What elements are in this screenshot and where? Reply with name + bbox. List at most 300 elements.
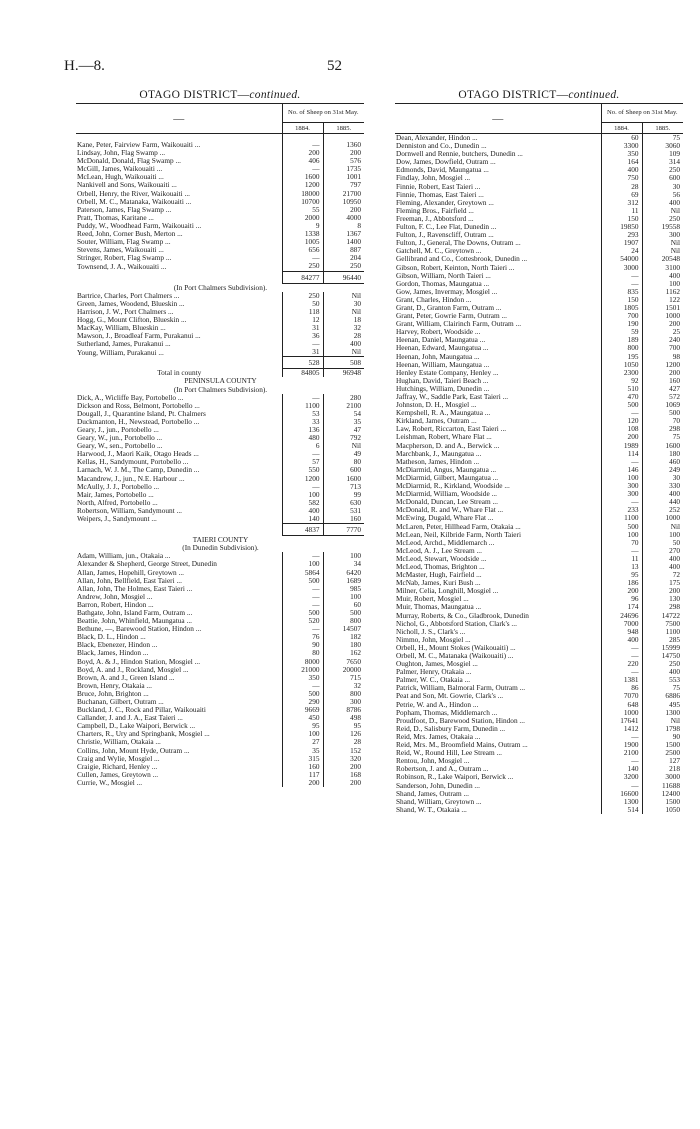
owner-name: McLeod, A. J., Lee Stream ... xyxy=(396,546,482,555)
sheep-count-1884: 53 xyxy=(282,410,323,418)
sheep-count-1884: — xyxy=(601,782,642,790)
table-row xyxy=(76,763,364,771)
owner-name: McDonald, R. and W., Whare Flat ... xyxy=(396,506,504,515)
sheep-count-1885: 8786 xyxy=(323,706,364,714)
sheep-count-1884: 656 xyxy=(282,246,323,254)
right-year-1885-header: 1885. xyxy=(642,123,683,134)
table-row xyxy=(395,539,683,547)
table-row xyxy=(76,609,364,617)
sheep-count-1885: 320 xyxy=(323,755,364,763)
sheep-count-1884: 36 xyxy=(282,332,323,340)
sheep-count-1884: — xyxy=(282,254,323,262)
sheep-count-1885: 126 xyxy=(323,730,364,738)
owner-name: Murray, Roberts, & Co., Gladbrook, Dunedin xyxy=(396,611,529,620)
sheep-count-1885: 180 xyxy=(642,450,683,458)
sheep-count-1884: 60 xyxy=(601,134,642,143)
sheep-count-1884: 28 xyxy=(601,183,642,191)
sheep-count-1885: 100 xyxy=(642,531,683,539)
owner-name: McLeod, Archd., Middlemarch ... xyxy=(396,538,495,547)
owner-name: Townsend, J. A., Waikouaiti ... xyxy=(77,262,167,271)
sheep-count-1885: 70 xyxy=(642,417,683,425)
sheep-count-1884: 16600 xyxy=(601,790,642,798)
sheep-count-1884: 1200 xyxy=(282,181,323,189)
table-row xyxy=(395,506,683,514)
sheep-count-1884: 750 xyxy=(601,174,642,182)
total-label: Total in county xyxy=(157,368,202,378)
owner-name: Dean, Alexander, Hindon ... xyxy=(396,133,478,142)
table-row xyxy=(395,255,683,263)
owner-name: Gordon, Thomas, Maungatua ... xyxy=(396,279,490,288)
table-row xyxy=(395,361,683,369)
owner-name: Muir, Robert, Mosgiel ... xyxy=(396,595,469,604)
table-row xyxy=(395,433,683,441)
sheep-count-1885: 531 xyxy=(323,507,364,515)
owner-name: Macpherson, D. and A., Berwick ... xyxy=(396,441,500,450)
sheep-count-1885: 122 xyxy=(642,296,683,304)
sheep-count-1885: 98 xyxy=(642,353,683,361)
sheep-count-1884: 520 xyxy=(282,617,323,625)
sheep-count-1885: 553 xyxy=(642,676,683,684)
owner-name: Adam, William, jun., Otakaia ... xyxy=(77,552,171,561)
owner-name: Shand, William, Greytown ... xyxy=(396,797,482,806)
owner-name: Callander, J. and J. A., East Taieri ... xyxy=(77,714,183,723)
sheep-count-1885: 200 xyxy=(642,587,683,595)
sheep-count-1884: 100 xyxy=(601,474,642,482)
sheep-count-1884: 406 xyxy=(282,157,323,165)
table-row xyxy=(76,593,364,601)
sheep-count-1885: 298 xyxy=(642,425,683,433)
sheep-count-1885: 460 xyxy=(642,458,683,466)
sheep-count-1884: 50 xyxy=(282,300,323,308)
sheep-count-1884: — xyxy=(601,644,642,652)
owner-name: Rentou, John, Mosgiel ... xyxy=(396,757,470,766)
owner-name: Oughton, James, Mosgiel ... xyxy=(396,660,478,669)
sheep-count-1885: 440 xyxy=(642,498,683,506)
sheep-count-1884: 1100 xyxy=(282,402,323,410)
sheep-count-1885: 75 xyxy=(642,134,683,143)
sheep-count-1884: 1200 xyxy=(282,475,323,483)
sheep-count-1884: 17641 xyxy=(601,717,642,725)
owner-name xyxy=(76,357,282,369)
sheep-count-1884: 500 xyxy=(282,690,323,698)
owner-name: Geary, W., sen., Portobello ... xyxy=(77,442,163,451)
section-heading: TAIERI COUNTY xyxy=(192,535,249,545)
table-row xyxy=(395,676,683,684)
sheep-count-1885: 600 xyxy=(323,466,364,474)
table-row xyxy=(395,158,683,166)
sheep-count-1884: 1050 xyxy=(601,361,642,369)
table-row xyxy=(76,690,364,698)
table-row xyxy=(76,173,364,181)
sheep-count-1884: 117 xyxy=(282,771,323,779)
sheep-count-1885: 30 xyxy=(642,474,683,482)
sheep-count-1884: 3000 xyxy=(601,264,642,272)
table-row xyxy=(76,722,364,730)
sheep-count-1885: 1400 xyxy=(323,238,364,246)
table-row xyxy=(395,450,683,458)
owner-name: Reid, W., Round Hill, Lee Stream ... xyxy=(396,749,502,758)
sheep-count-1884: 1300 xyxy=(601,798,642,806)
table-row xyxy=(76,246,364,254)
sheep-count-1884: 2000 xyxy=(282,214,323,222)
sheep-count-1885: 1069 xyxy=(642,401,683,409)
section-heading: (In Dunedin Subdivision). xyxy=(182,544,259,553)
owner-name: Fleming Bros., Fairfield ... xyxy=(396,206,474,215)
sheep-count-1885: 127 xyxy=(642,757,683,765)
sheep-count-1885: 96948 xyxy=(323,369,364,378)
table-row xyxy=(76,601,364,609)
sheep-count-1885: 200 xyxy=(323,206,364,214)
sheep-count-1885: 300 xyxy=(642,231,683,239)
sheep-count-1884: 1600 xyxy=(282,173,323,181)
sheep-count-1885: 100 xyxy=(323,593,364,601)
sheep-count-1885: 15999 xyxy=(642,644,683,652)
owner-name: Reed, John, Corner Bush, Merton ... xyxy=(77,230,183,239)
table-row xyxy=(76,682,364,690)
owner-name: Shand, James, Outram ... xyxy=(396,789,469,798)
sheep-count-1885: 4000 xyxy=(323,214,364,222)
table-row xyxy=(76,569,364,577)
sheep-count-1884: 190 xyxy=(601,320,642,328)
table-row xyxy=(395,806,683,814)
sheep-count-1885: 90 xyxy=(642,733,683,741)
sheep-count-1884: 12 xyxy=(282,316,323,324)
sheep-count-1885: 1162 xyxy=(642,288,683,296)
county-total-row xyxy=(76,369,364,378)
table-row xyxy=(395,547,683,555)
table-row xyxy=(76,552,364,560)
table-row xyxy=(395,150,683,158)
table-row xyxy=(76,658,364,666)
table-row xyxy=(395,199,683,207)
sheep-count-1884: 189 xyxy=(601,336,642,344)
sheep-count-1885: 797 xyxy=(323,181,364,189)
owner-name: Nicholl, J. S., Clark's ... xyxy=(396,627,466,636)
left-column xyxy=(76,87,364,787)
sheep-count-1885: 330 xyxy=(642,482,683,490)
left-table-body xyxy=(76,134,364,788)
owner-name: Allan, James, Hopehill, Greytown ... xyxy=(77,568,185,577)
table-row xyxy=(76,698,364,706)
owner-name: Brown, A. and J., Green Island ... xyxy=(77,673,175,682)
table-row xyxy=(76,316,364,324)
owner-name: Heenan, John, Maungatua ... xyxy=(396,352,480,361)
sheep-count-1884: 510 xyxy=(601,385,642,393)
table-row xyxy=(395,183,683,191)
sheep-count-1884: 1005 xyxy=(282,238,323,246)
sheep-count-1884: 164 xyxy=(601,158,642,166)
table-row xyxy=(395,191,683,199)
sheep-count-1885: 250 xyxy=(642,166,683,174)
table-row xyxy=(395,523,683,531)
owner-name: Fulton, J., Ravenscliff, Outram ... xyxy=(396,231,494,240)
table-row xyxy=(395,288,683,296)
sheep-count-1885: 1500 xyxy=(642,798,683,806)
owner-name: Findlay, John, Mosgiel ... xyxy=(396,174,471,183)
section-heading: (In Port Chalmers Subdivision). xyxy=(173,283,268,292)
owner-name: Heenan, Daniel, Maungatua ... xyxy=(396,336,486,345)
sheep-count-1885: 600 xyxy=(642,174,683,182)
owner-name: Green, James, Woodend, Blueskin ... xyxy=(77,299,185,308)
owner-name: Beattie, John, Whinfield, Maungatua ... xyxy=(77,617,192,626)
sheep-count-1884: 220 xyxy=(601,660,642,668)
section-heading-row xyxy=(76,536,364,545)
sheep-count-1884: 480 xyxy=(282,434,323,442)
owner-name: Macandrew, J., jun., N.E. Harbour ... xyxy=(77,474,185,483)
owner-name: Jaffray, W., Saddle Park, East Taieri ... xyxy=(396,393,509,401)
sheep-count-1885: Nil xyxy=(323,442,364,450)
table-row xyxy=(395,344,683,352)
owner-name: McNab, James, Kuri Bush ... xyxy=(396,579,481,588)
sheep-count-1885: 2100 xyxy=(323,402,364,410)
owner-name: Hughan, David, Taieri Beach ... xyxy=(396,376,489,385)
sheep-count-1885: 400 xyxy=(642,490,683,498)
owner-name: Fulton, F. C., Lee Flat, Dunedin ... xyxy=(396,223,497,232)
sheep-count-1885: 1000 xyxy=(642,514,683,522)
table-row xyxy=(76,450,364,458)
left-sheep-table xyxy=(76,103,364,787)
sheep-count-1884: — xyxy=(601,757,642,765)
owner-name: McLaren, Peter, Hillhead Farm, Otakaia ... xyxy=(396,522,521,531)
table-row xyxy=(76,262,364,271)
sheep-count-1884: 96 xyxy=(601,595,642,603)
owner-name: Allan, John, Bellfield, East Taieri ... xyxy=(77,576,182,585)
owner-name: McAully, J. J., Portobello ... xyxy=(77,482,160,491)
sheep-count-1884: 120 xyxy=(601,417,642,425)
sheep-count-1885: 56 xyxy=(642,191,683,199)
table-row xyxy=(395,207,683,215)
sheep-count-1884: 500 xyxy=(601,523,642,531)
sheep-count-1885: 152 xyxy=(323,747,364,755)
owner-name: Currie, W., Mosgiel ... xyxy=(77,778,143,787)
table-row xyxy=(395,377,683,385)
owner-name: Young, William, Purakanui ... xyxy=(77,348,164,357)
table-row xyxy=(76,641,364,649)
sheep-count-1884: — xyxy=(282,340,323,348)
owner-name: McLean, Hugh, Waikouaiti ... xyxy=(77,173,164,182)
owner-name: McMaster, Hugh, Fairfield ... xyxy=(396,571,482,580)
table-row xyxy=(76,394,364,402)
sheep-count-1884: 1100 xyxy=(601,514,642,522)
table-row xyxy=(395,612,683,620)
sheep-count-1884: 200 xyxy=(601,587,642,595)
table-row xyxy=(76,560,364,568)
sheep-count-1885: 500 xyxy=(642,409,683,417)
sheep-count-1885: 32 xyxy=(323,324,364,332)
sheep-count-1885: 400 xyxy=(642,199,683,207)
sheep-count-1885: 700 xyxy=(642,344,683,352)
owner-name: McLeod, Stewart, Woodside ... xyxy=(396,554,487,563)
sheep-count-1885: 35 xyxy=(323,418,364,426)
owner-name: Dougall, J., Quarantine Island, Pt. Chalmers xyxy=(77,409,206,418)
table-row xyxy=(76,348,364,357)
sheep-count-1884: 948 xyxy=(601,628,642,636)
sheep-count-1885: Nil xyxy=(642,239,683,247)
sheep-count-1884: 1989 xyxy=(601,442,642,450)
owner-name: Hutchings, William, Dunedin ... xyxy=(396,384,490,393)
sheep-count-1885: 300 xyxy=(323,698,364,706)
sheep-count-1884: 1381 xyxy=(601,676,642,684)
sheep-count-1884: 100 xyxy=(282,730,323,738)
sheep-count-1885: 1050 xyxy=(642,806,683,814)
owner-name: Popham, Thomas, Middlemarch ... xyxy=(396,708,498,717)
owner-name: Buchanan, Gilbert, Outram ... xyxy=(77,698,164,706)
sheep-count-1885: 28 xyxy=(323,738,364,746)
sheep-count-1884: — xyxy=(282,165,323,173)
sheep-count-1885: 75 xyxy=(642,684,683,692)
section-heading: (In Port Chalmers Subdivision). xyxy=(173,385,268,394)
sheep-count-1884: 84277 xyxy=(282,271,323,283)
table-row xyxy=(395,790,683,798)
sheep-count-1885: 49 xyxy=(323,450,364,458)
sheep-count-1884: — xyxy=(282,450,323,458)
table-row xyxy=(395,425,683,433)
sheep-count-1885: 6886 xyxy=(642,692,683,700)
table-row xyxy=(76,617,364,625)
table-row xyxy=(395,280,683,288)
sheep-count-1885: 200 xyxy=(642,369,683,377)
sheep-count-1884: 2300 xyxy=(601,369,642,377)
sheep-count-1884: 13 xyxy=(601,563,642,571)
table-row xyxy=(395,765,683,773)
owner-name xyxy=(76,271,282,283)
table-row xyxy=(395,336,683,344)
sheep-count-1884: 700 xyxy=(601,312,642,320)
sheep-count-1884: 312 xyxy=(601,199,642,207)
table-row xyxy=(395,701,683,709)
sheep-count-1884: 350 xyxy=(601,150,642,158)
sheep-count-1884: 186 xyxy=(601,579,642,587)
owner-name: Gibson, William, North Taieri ... xyxy=(396,271,491,280)
sheep-count-1884: — xyxy=(601,652,642,660)
sheep-count-1885: 168 xyxy=(323,771,364,779)
owner-name: Reid, D., Salisbury Farm, Dunedin ... xyxy=(396,724,506,733)
owner-name: Kane, Peter, Fairview Farm, Waikouaiti ... xyxy=(77,141,201,149)
sheep-count-1884: 174 xyxy=(601,603,642,611)
sheep-count-1885: 54 xyxy=(323,410,364,418)
table-row xyxy=(395,166,683,174)
table-row xyxy=(76,426,364,434)
right-column xyxy=(395,87,683,814)
sheep-count-1884: 315 xyxy=(282,755,323,763)
table-row xyxy=(76,499,364,507)
sheep-count-1885: 7500 xyxy=(642,620,683,628)
sheep-count-1884: — xyxy=(282,394,323,402)
owner-name: Muir, Thomas, Maungatua ... xyxy=(396,603,482,612)
owner-name: Heenan, Edward, Maungatua ... xyxy=(396,344,489,353)
table-row xyxy=(76,475,364,483)
table-row xyxy=(395,595,683,603)
table-row xyxy=(395,782,683,790)
right-title-text: OTAGO DISTRICT— xyxy=(458,89,569,101)
sheep-count-1884: 9669 xyxy=(282,706,323,714)
subtotal-row xyxy=(76,524,364,536)
table-row xyxy=(395,247,683,255)
sheep-count-1885: 252 xyxy=(642,506,683,514)
owner-name: Charters, R., Ury and Springbank, Mosgiel ... xyxy=(77,730,210,739)
sheep-count-1884: 114 xyxy=(601,450,642,458)
section-heading-row xyxy=(76,377,364,385)
owner-name: Marchbank, J., Maungatua ... xyxy=(396,449,482,458)
table-row xyxy=(395,798,683,806)
owner-name: Grant, Charles, Hindon ... xyxy=(396,295,472,304)
sheep-count-1884: 195 xyxy=(601,353,642,361)
sheep-count-1885: 1600 xyxy=(323,475,364,483)
sheep-count-1884: 90 xyxy=(282,641,323,649)
sheep-count-1885: 30 xyxy=(323,300,364,308)
table-row xyxy=(76,507,364,515)
left-name-header: — xyxy=(76,104,282,134)
owner-name: Black, D. L., Hindon ... xyxy=(77,633,146,642)
sheep-count-1885: 1500 xyxy=(642,741,683,749)
table-row xyxy=(395,312,683,320)
right-name-header: — xyxy=(395,104,601,134)
table-row xyxy=(395,717,683,725)
sheep-count-1884: — xyxy=(282,585,323,593)
table-row xyxy=(395,328,683,336)
table-row xyxy=(395,134,683,143)
sheep-count-1884: 250 xyxy=(282,262,323,271)
sheep-count-1884: 514 xyxy=(601,806,642,814)
owner-name: Black, Ebenezer, Hindon ... xyxy=(77,641,158,650)
owner-name: Christie, William, Otakaia ... xyxy=(77,738,161,747)
sheep-count-1884: — xyxy=(601,733,642,741)
sheep-count-1885: 72 xyxy=(642,571,683,579)
sheep-count-1884: 10700 xyxy=(282,198,323,206)
owner-name: Black, James, Hindon ... xyxy=(77,649,149,658)
sheep-count-1885: 130 xyxy=(642,595,683,603)
left-year-1884-header: 1884. xyxy=(282,123,323,134)
sheep-count-1885: 14722 xyxy=(642,612,683,620)
sheep-count-1885: 1300 xyxy=(642,709,683,717)
sheep-count-1884: 118 xyxy=(282,308,323,316)
owner-name: McDonald, Donald, Flag Swamp ... xyxy=(77,157,181,166)
table-row xyxy=(395,757,683,765)
owner-name: McEwing, Dugald, Whare Flat ... xyxy=(396,514,494,523)
sheep-count-1885 xyxy=(323,134,364,142)
table-row xyxy=(76,747,364,755)
owner-name: Fulton, J., General, The Downs, Outram ... xyxy=(396,239,521,248)
sheep-count-1884: — xyxy=(601,668,642,676)
owner-name: McGill, James, Waikouaiti ... xyxy=(77,165,163,174)
owner-name: Petrie, W. and A., Hindon ... xyxy=(396,700,479,709)
table-row xyxy=(395,628,683,636)
table-row xyxy=(76,491,364,499)
sheep-count-1885: 3060 xyxy=(642,142,683,150)
sheep-count-1884: 500 xyxy=(282,609,323,617)
subtotal-row xyxy=(76,357,364,369)
table-row xyxy=(76,755,364,763)
sheep-count-1884: 1000 xyxy=(601,709,642,717)
table-row xyxy=(395,174,683,182)
table-row xyxy=(395,223,683,231)
right-year-1884-header: 1884. xyxy=(601,123,642,134)
sheep-count-1884: 160 xyxy=(282,763,323,771)
table-row xyxy=(76,577,364,585)
owner-name: Harwood, J., Maori Kaik, Otago Heads ... xyxy=(77,450,199,459)
table-row xyxy=(76,141,364,149)
sheep-count-1885: 2500 xyxy=(642,749,683,757)
sheep-count-1885: 715 xyxy=(323,674,364,682)
sheep-count-1885: 75 xyxy=(642,433,683,441)
sheep-count-1885: 240 xyxy=(642,336,683,344)
owner-name: Robertson, J. and A., Outram ... xyxy=(396,765,489,774)
table-row xyxy=(395,692,683,700)
owner-name: McDiarmid, R., Kirkland, Woodside ... xyxy=(396,482,510,491)
sheep-count-1885: 95 xyxy=(323,722,364,730)
owner-name: McDiarmid, Angus, Maungatua ... xyxy=(396,465,497,474)
table-row xyxy=(395,369,683,377)
